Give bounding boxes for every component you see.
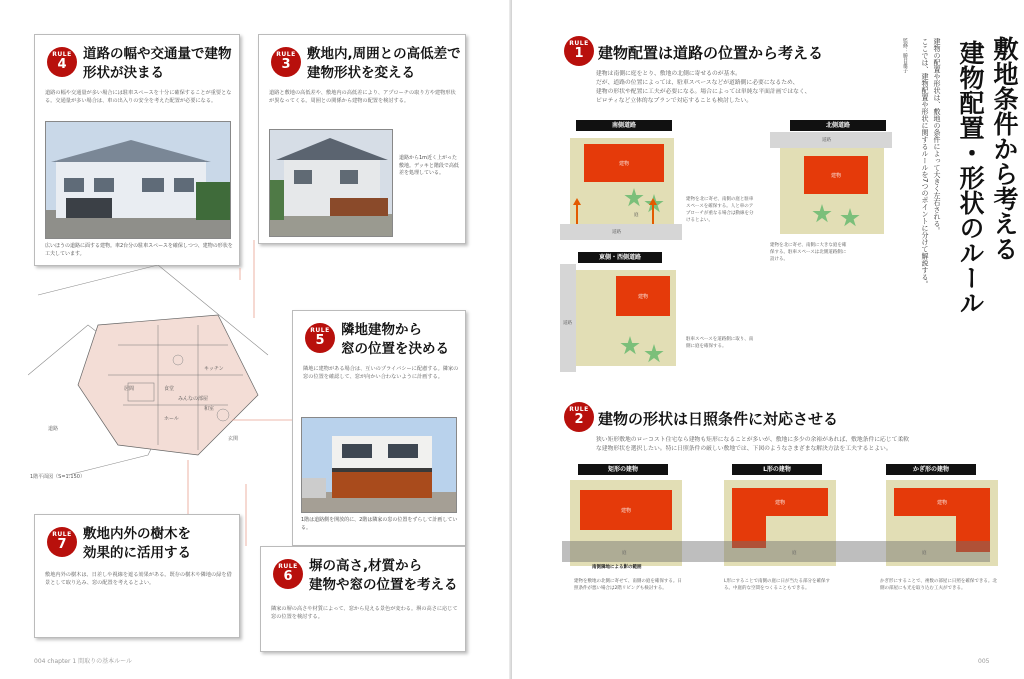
car-arrow-icon	[573, 198, 581, 205]
rule4-badge-label: RULE	[52, 51, 72, 58]
north-road-word: 道路	[822, 138, 831, 143]
right-folio: 005	[978, 658, 990, 665]
shade-label: 南側隣地による影の範囲	[592, 565, 642, 570]
rule1-body-line2: だが、道路の位置によっては、駐車スペースなどが道路側に必要になるため、	[596, 80, 799, 86]
rule1-body-line1: 建物は南側に庭をとり、敷地の北側に寄せるのが基本。	[596, 71, 741, 77]
rule7-badge-label: RULE	[52, 531, 72, 538]
plan-room-dining: 食堂	[164, 386, 175, 392]
plan-room-family: みんなの部屋	[178, 396, 209, 402]
ew-road-word: 道路	[563, 321, 572, 326]
rule5-card	[292, 310, 466, 546]
rule5-title	[341, 321, 465, 359]
plan-room-japanese: 和室	[204, 406, 215, 412]
rule5-photo	[301, 417, 457, 513]
rule2-body	[596, 436, 1006, 454]
rule2-badge-label: RULE	[569, 406, 589, 413]
rule5-badge	[305, 323, 335, 353]
rect-note: 建物を敷地の北側に寄せて、南側の庭を確保する。日照条件が悪い場合は2階リビングも検討する。	[574, 579, 682, 591]
key-building-top: 建物	[894, 488, 990, 516]
south-building: 建物	[584, 144, 664, 182]
l-note: L形にすることで南側の庭に日が当たる部分を確保する。中庭的な空間をつくることもできる。	[724, 579, 831, 591]
rule6-badge	[273, 559, 303, 589]
rule4-title-line1: 道路の幅や交通量で建物	[83, 46, 232, 62]
rule5-caption: 1階は道路側を開放的に、2階は隣家の窓の位置をずらして計画している。	[301, 517, 458, 531]
intro-line-2: ここでは、建物配置や形状に関するルールを7つのポイントに分けて解説する。	[921, 38, 929, 288]
east-west-road-diagram	[560, 264, 682, 376]
rule6-body: 隣家の塀の高さや材質によって、窓から見える景色が変わる。塀の高さに応じて窓の位置を検討する。	[271, 606, 458, 620]
east-west-road-label: 東側・西側道路	[578, 252, 662, 263]
plan-room-kitchen: キッチン	[204, 366, 224, 372]
intro-line-1: 建物の配置や形状は、敷地の条件によって大きく左右される。	[933, 38, 941, 234]
plan-room-entrance: 玄関	[228, 436, 239, 442]
rect-niwa: 庭	[622, 551, 627, 556]
rule4-badge-number: 4	[57, 57, 67, 72]
south-road-label: 南側道路	[576, 120, 672, 131]
rule6-title-line1: 塀の高さ,材質から	[309, 558, 423, 574]
rect-building-label: 矩形の建物	[578, 464, 668, 475]
rule5-title-line1: 隣地建物から	[341, 322, 422, 338]
rule3-body: 道路と敷地の高低差や、敷地内の高低差により、アプローチの取り方や建物形状が異なってくる。周囲との関係から建物の配置を検討する。	[269, 90, 456, 104]
rule3-title-line2: 建物形状を変える	[307, 65, 415, 81]
rule7-title-line2: 効果的に活用する	[83, 545, 191, 561]
rule2-title: 建物の形状は日照条件に対応させる	[598, 410, 839, 428]
key-note: かぎ形にすることで、複数の部屋に日照を確保できる。北側の部屋にも光を取り込む工夫ができる。	[880, 579, 997, 591]
rule4-caption: 広いほうの道路に面する建物。車2台分の駐車スペースを確保しつつ、建物の形状を工夫しています。	[45, 243, 233, 257]
l-building-top: 建物	[732, 488, 828, 516]
rule4-body: 道路の幅や交通量が多い場合には駐車スペースを十分に確保することが重要となる。交通量が多い場合は、車の出入りの安全を考えた配置が必要になる。	[45, 90, 232, 104]
rule7-title	[83, 525, 238, 563]
house-photo-rule5	[302, 418, 457, 513]
ew-building: 建物	[616, 276, 670, 316]
south-road	[560, 224, 682, 240]
rule5-badge-label: RULE	[310, 327, 330, 334]
rule7-title-line1: 敷地内外の樹木を	[83, 526, 191, 542]
rule1-badge	[564, 36, 594, 66]
left-folio: 004 chapter 1 間取りの基本ルール	[34, 658, 132, 665]
rule6-card	[260, 546, 466, 652]
rule1-body-line4: ピロティなど立体的なプランで対応することも検討したい。	[596, 98, 753, 104]
rule3-title-line1: 敷地内,周囲との高低差で	[307, 46, 461, 62]
south-road-word: 道路	[612, 230, 621, 235]
rule3-caption: 道路から1m近く上がった敷地。デッキと階段で高低差を処理している。	[399, 155, 459, 176]
right-page	[512, 0, 1024, 679]
rule6-title-line2: 建物や窓の位置を考える	[309, 577, 458, 593]
rule3-badge-number: 3	[281, 57, 291, 72]
north-note: 建物を北に寄せ、南側に大きな庭を確保する。駐車スペースは北側道路側に設ける。	[770, 243, 847, 262]
person-arrow-icon	[649, 198, 657, 205]
rule6-title	[309, 557, 465, 595]
plan-scale-label: 1階平面図（S=1:150）	[30, 474, 85, 480]
rule2-badge-number: 2	[574, 412, 584, 427]
north-road-label: 北側道路	[790, 120, 886, 131]
rule5-title-line2: 窓の位置を決める	[341, 341, 449, 357]
plan-room-hall: ホール	[164, 416, 179, 422]
south-note: 建物を北に寄せ、南側の庭と駐車スペースを確保する。人と車のアプローチが重なる場合は動線を分けるとよい。	[686, 197, 754, 223]
west-road	[560, 264, 576, 372]
rule2-body-line1: 狭い矩形敷地のローコスト住宅なら建物も矩形になることが多いが、敷地に多少の余裕があれば、敷地条件に応じて柔軟	[596, 437, 910, 443]
key-niwa: 庭	[922, 551, 927, 556]
rule4-title-line2: 形状が決まる	[83, 65, 164, 81]
rule7-card	[34, 514, 240, 638]
person-arrow-line	[652, 204, 654, 224]
l-building-label: L形の建物	[732, 464, 822, 475]
car-arrow-line	[576, 204, 578, 224]
rule6-badge-label: RULE	[278, 563, 298, 570]
rule1-badge-number: 1	[574, 46, 584, 61]
rule5-badge-number: 5	[315, 333, 325, 348]
north-building: 建物	[804, 156, 868, 194]
rule7-body: 敷地内外の樹木は、日差しや視線を遮る効果がある。既存の樹木や隣地の緑を借景として取り込み、窓の配置を考えるとよい。	[45, 572, 232, 586]
south-road-diagram	[560, 132, 682, 244]
shade-band	[562, 541, 990, 562]
south-niwa-label: 庭	[634, 213, 639, 218]
page-title-line2: 建物配置・形状のルール	[956, 40, 985, 315]
key-building-label: かぎ形の建物	[886, 464, 976, 475]
rule1-body	[596, 70, 896, 106]
author-credit: 監修：勝目雄子	[902, 38, 908, 73]
east-west-note: 駐車スペースを道路側に取り、南側に庭を確保する。	[686, 337, 754, 349]
rule6-badge-number: 6	[283, 569, 293, 584]
rule1-title: 建物配置は道路の位置から考える	[598, 44, 824, 62]
rule3-badge-label: RULE	[276, 51, 296, 58]
north-road-diagram	[770, 132, 892, 240]
rule1-body-line3: 建物の形状や配置に工夫が必要になる。場合によっては単純な平面計画ではなく、	[596, 89, 811, 95]
north-road	[770, 132, 892, 148]
rule7-badge-number: 7	[57, 537, 67, 552]
rect-building: 建物	[580, 490, 672, 530]
l-niwa: 庭	[792, 551, 797, 556]
page-title-line1: 敷地条件から考える	[990, 36, 1019, 261]
rule2-badge	[564, 402, 594, 432]
plan-room-living: 居間	[124, 386, 135, 392]
plan-road-label: 道路	[48, 426, 59, 432]
rule1-badge-label: RULE	[569, 40, 589, 47]
rule7-badge	[47, 527, 77, 557]
rule2-body-line2: な建物形状を選択したい。特に日照条件の厳しい敷地では、下図のようなさまざまな解決方法を工夫するとよい。	[596, 446, 892, 452]
rule5-body: 隣地に建物がある場合は、互いのプライバシーに配慮する。隣家の窓の位置を確認して、窓が向かい合わないように計画する。	[303, 366, 459, 380]
